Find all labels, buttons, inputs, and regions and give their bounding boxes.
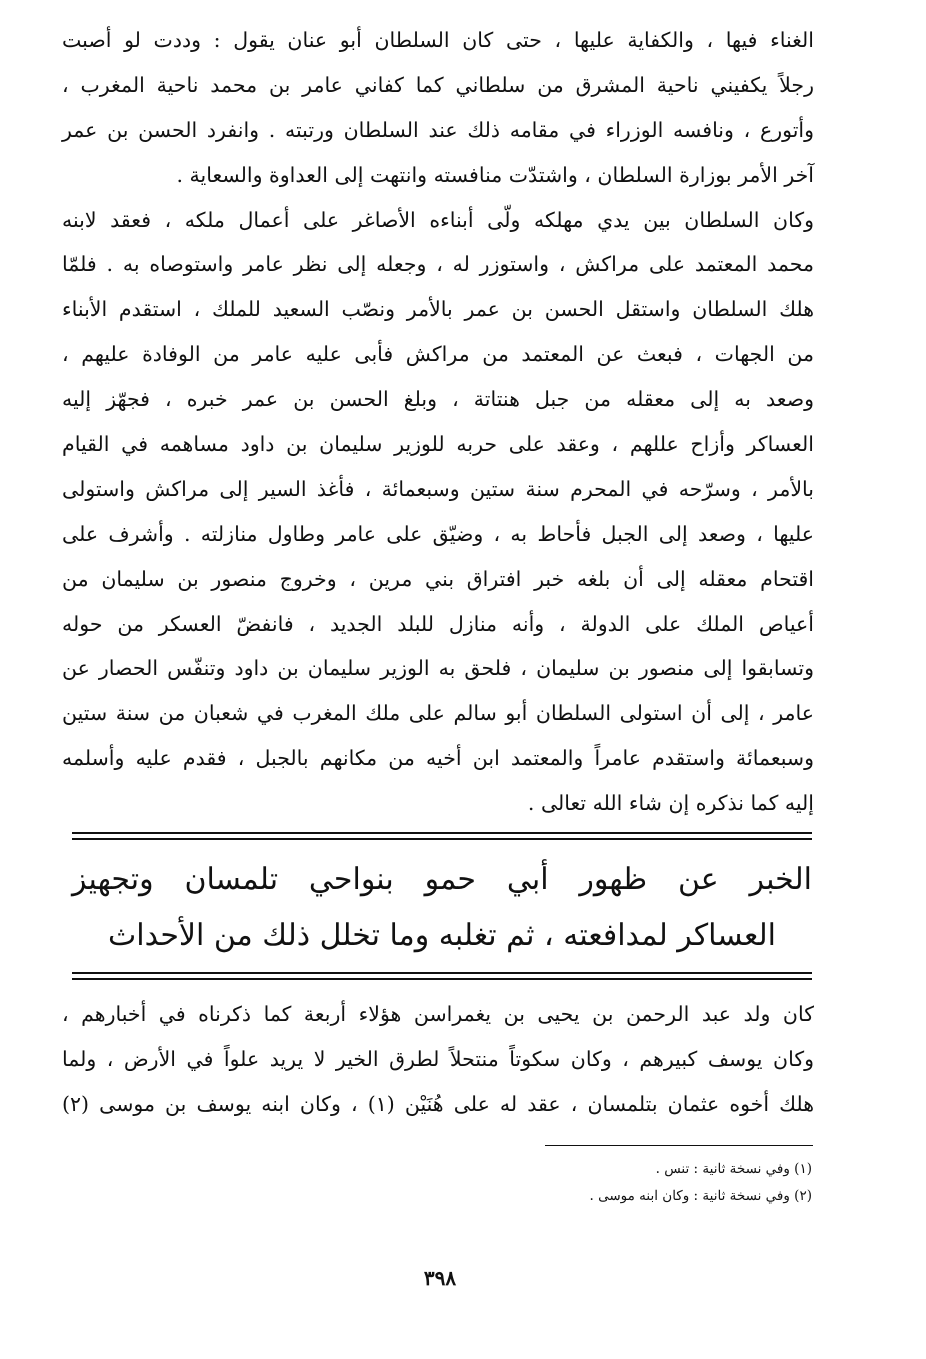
heading-bottom-rule [72, 972, 812, 974]
footnote: (٢) وفي نسخة ثانية : وكان ابنه موسى . [589, 1188, 812, 1204]
text-line: هلك السلطان واستقل الحسن بن عمر بالأمر ونصّب السعيد للملك ، استقدم الأبناء [62, 297, 814, 322]
footnote: (١) وفي نسخة ثانية : تنس . [655, 1161, 812, 1177]
text-line: عامر ، إلى أن استولى السلطان أبو سالم على ملك المغرب في شعبان من سنة ستين [62, 701, 814, 726]
paragraph-2 [62, 992, 814, 1127]
text-line: وتسابقوا إلى منصور بن سليمان ، فلحق به الوزير سليمان بن داود وتنفّس الحصار عن [62, 656, 814, 681]
text-line: محمد المعتمد على مراكش ، واستوزر له ، وجعله إلى نظر عامر واستوصاه به . فلمّا [62, 252, 814, 277]
heading-line: العساكر لمدافعته ، ثم تغلبه وما تخلل ذلك من الأحداث [108, 918, 776, 953]
text-line: وكان يوسف كبيرهم ، وكان سكوتاً منتحلاً لطرق الخير لا يريد علواً في الأرض ، ولما [62, 1046, 814, 1071]
text-line: وصعد به إلى معقله من جبل هنتاتة ، وبلغ الحسن بن عمر خبره ، فجهّز إليه [62, 387, 814, 412]
heading-line: الخبر عن ظهور أبي حمو بنواحي تلمسان وتجهيز [72, 862, 812, 897]
text-line: كان ولد عبد الرحمن بن يحيى بن يغمراسن هؤلاء أربعة كما ذكرناه في أخبارهم ، [62, 1002, 814, 1026]
text-line: اقتحام معقله إلى أن بلغه خبر افتراق بني مرين ، وخروج منصور بن سليمان من [62, 566, 814, 591]
text-line: رجلاً يكفيني ناحية المشرق من سلطاني كما كفاني عامر بن محمد ناحية المغرب ، [62, 72, 814, 97]
text-line: العساكر وأزاح عللهم ، وعقد على حربه للوزير سليمان بن داود مساهمه في القيام [62, 432, 814, 457]
text-line: وسبعمائة واستقدم عامراً والمعتمد ابن أخيه من مكانهم بالجبل ، فقدم عليه وأسلمه [62, 746, 814, 771]
section-heading [72, 852, 812, 964]
footnotes [330, 1156, 812, 1210]
text-line: عليها ، وصعد إلى الجبل فأحاط به ، وضيّق على عامر وطاول منازلته . وأشرف على [62, 521, 814, 546]
text-line: من الجهات ، فبعث عن المعتمد من مراكش فأبى عليه عامر من الوفادة عليهم ، [62, 342, 814, 367]
text-line: أعياص الملك على الدولة ، وأنه منازل للبلد الجديد ، فانفضّ العسكر من حوله [62, 611, 814, 636]
footnote-separator [545, 1145, 813, 1146]
text-line: الغناء فيها ، والكفاية عليها ، حتى كان السلطان أبو عنان يقول : وددت لو أصبت [62, 28, 814, 52]
heading-top-rule [72, 832, 812, 834]
paragraph-1 [62, 18, 814, 826]
text-line: وكان السلطان بين يدي مهلكه ولّى أبناءه الأصاغر على أعمال ملكه ، فعقد لابنه [62, 207, 814, 232]
heading-top-rule-inner [72, 838, 812, 840]
text-line: بالأمر ، وسرّحه في المحرم سنة ستين وسبعمائة ، فأغذ السير إلى مراكش واستولى [62, 476, 814, 501]
text-line: آخر الأمر بوزارة السلطان ، واشتدّت منافسته وانتهت إلى العداوة والسعاية . [176, 162, 814, 187]
text-line: وأتورع ، ونافسه الوزراء في مقامه ذلك عند السلطان ورتبته . وانفرد الحسن بن عمر [62, 117, 814, 142]
page-number: ٣٩٨ [423, 1266, 457, 1290]
heading-bottom-rule-inner [72, 978, 812, 980]
text-line: هلك أخوه عثمان بتلمسان ، عقد له على هُنَيْن (١) ، وكان ابنه يوسف بن موسى (٢) [62, 1091, 815, 1116]
text-line: إليه كما نذكره إن شاء الله تعالى . [527, 791, 814, 816]
